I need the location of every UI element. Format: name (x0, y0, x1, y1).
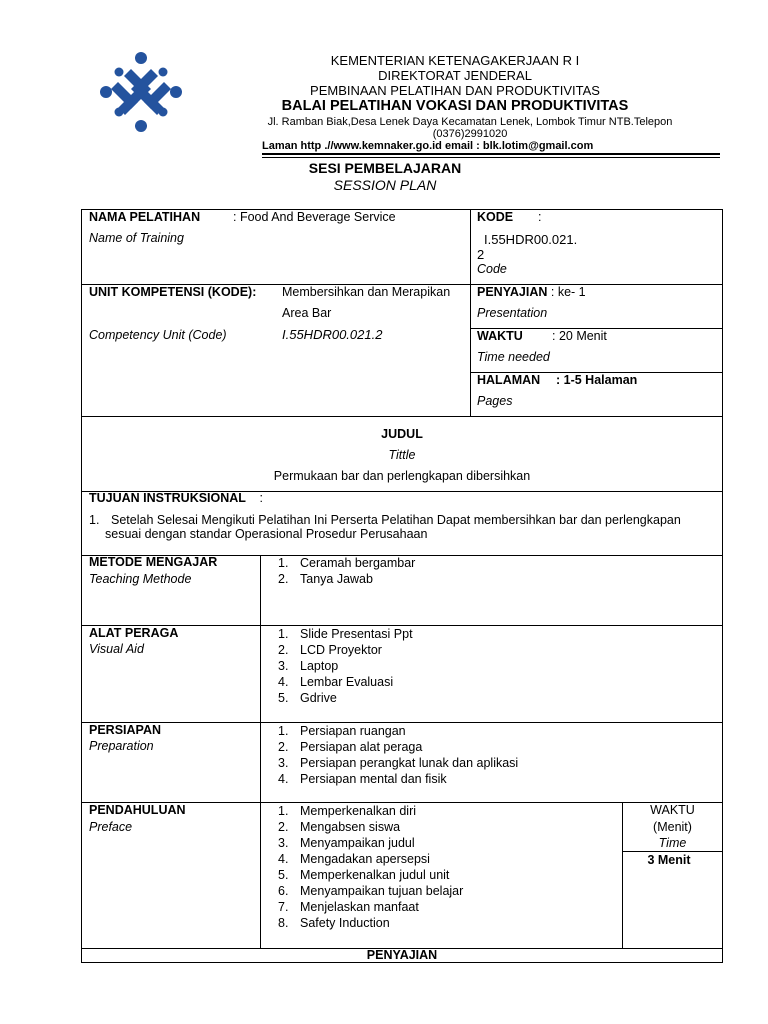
kode-value-cont: 2 (477, 247, 485, 262)
header-ministry: KEMENTERIAN KETENAGAKERJAAN R I (330, 53, 580, 68)
penyajian-field (477, 285, 586, 299)
persiapan-label: PERSIAPAN (89, 723, 162, 737)
list-item: 4. Lembar Evaluasi (278, 675, 394, 689)
unit-value: Membersihkan dan Merapikan (282, 285, 451, 299)
doc-subtitle: SESSION PLAN (333, 177, 437, 193)
alat-label: ALAT PERAGA (89, 626, 179, 640)
pendahuluan-waktu-unit: (Menit) (653, 820, 692, 834)
list-item: 1. Memperkenalkan diri (278, 804, 417, 818)
header-contact: Laman http .//www.kemnaker.go.id email : blk.lotim@gmail.com (262, 140, 594, 152)
judul-label-en: Tittle (388, 448, 416, 462)
list-item: 5. Memperkenalkan judul unit (278, 868, 450, 882)
kode-label-en: Code (477, 262, 507, 276)
header-phone: (0376)2991020 (432, 128, 508, 140)
list-item: 4. Persiapan mental dan fisik (278, 772, 447, 786)
metode-label-en: Teaching Methode (89, 572, 192, 586)
doc-title: SESI PEMBELAJARAN (308, 160, 462, 176)
penyajian-label-en: Presentation (477, 306, 548, 320)
list-item: 1. Persiapan ruangan (278, 724, 406, 738)
list-item: 2. LCD Proyektor (278, 643, 382, 657)
list-item: 5. Gdrive (278, 691, 337, 705)
halaman-label-en: Pages (477, 394, 513, 408)
list-item: 4. Mengadakan apersepsi (278, 852, 430, 866)
waktu-label: WAKTU (477, 329, 523, 343)
halaman-label: HALAMAN (477, 373, 541, 387)
list-item: 2. Persiapan alat peraga (278, 740, 423, 754)
metode-label: METODE MENGAJAR (89, 555, 218, 569)
training-label: NAMA PELATIHAN (89, 210, 201, 224)
list-item: 1. Ceramah bergambar (278, 556, 416, 570)
training-label-en: Name of Training (89, 231, 184, 245)
unit-code: I.55HDR00.021.2 (282, 327, 383, 342)
kode-value: I.55HDR00.021. (484, 232, 578, 247)
persiapan-list (278, 723, 518, 787)
kemnaker-logo (98, 50, 184, 134)
tujuan-text-cont: sesuai dengan standar Operasional Prosedur Perusahaan (105, 527, 428, 541)
header-divider-thin (262, 157, 720, 158)
judul-value: Permukaan bar dan perlengkapan dibersihkan (273, 469, 531, 483)
persiapan-label-en: Preparation (89, 739, 154, 753)
header-address: Jl. Ramban Biak,Desa Lenek Daya Kecamatan Lenek, Lombok Timur NTB.Telepon (267, 116, 673, 128)
judul-label: JUDUL (381, 427, 423, 441)
header-directorate: DIREKTORAT JENDERAL (378, 68, 532, 83)
halaman-value: : 1-5 Halaman (556, 373, 638, 387)
pendahuluan-waktu-en: Time (658, 836, 687, 850)
header-division: PEMBINAAN PELATIHAN DAN PRODUKTIVITAS (310, 83, 600, 98)
training-value: : Food And Beverage Service (233, 210, 396, 224)
list-item: 3. Menyampaikan judul (278, 836, 415, 850)
alat-label-en: Visual Aid (89, 642, 144, 656)
pendahuluan-waktu-value: 3 Menit (647, 853, 691, 867)
kode-colon: : (538, 210, 542, 224)
unit-label-en: Competency Unit (Code) (89, 328, 227, 342)
penyajian-value: : ke- 1 (550, 285, 586, 299)
waktu-label-en: Time needed (477, 350, 550, 364)
unit-label: UNIT KOMPETENSI (KODE): (89, 285, 257, 299)
list-item: 2. Tanya Jawab (278, 572, 373, 586)
tujuan-label: TUJUAN INSTRUKSIONAL (89, 491, 246, 505)
pendahuluan-waktu-label: WAKTU (650, 803, 695, 817)
tujuan-text: Setelah Selesai Mengikuti Pelatihan Ini Perserta Pelatihan Dapat membersihkan bar dan perlengkapan (111, 513, 681, 527)
list-item: 8. Safety Induction (278, 916, 390, 930)
kode-label: KODE (477, 210, 514, 224)
tujuan-field (89, 491, 263, 505)
tujuan-colon: : (259, 491, 263, 505)
metode-list (278, 555, 415, 587)
penyajian-section-title: PENYAJIAN (366, 948, 438, 962)
unit-value-cont: Area Bar (282, 306, 332, 320)
waktu-value: : 20 Menit (552, 329, 607, 343)
list-item: 6. Menyampaikan tujuan belajar (278, 884, 464, 898)
list-item: 7. Menjelaskan manfaat (278, 900, 419, 914)
header-institution: BALAI PELATIHAN VOKASI DAN PRODUKTIVITAS (281, 98, 629, 114)
pendahuluan-label: PENDAHULUAN (89, 803, 186, 817)
list-item: 3. Laptop (278, 659, 339, 673)
alat-list (278, 626, 413, 706)
pendahuluan-label-en: Preface (89, 820, 133, 834)
header-divider (262, 153, 720, 155)
pendahuluan-list (278, 803, 463, 931)
penyajian-label: PENYAJIAN (477, 285, 548, 299)
list-item: 2. Mengabsen siswa (278, 820, 401, 834)
tujuan-number: 1. (89, 513, 100, 527)
list-item: 3. Persiapan perangkat lunak dan aplikasi (278, 756, 519, 770)
list-item: 1. Slide Presentasi Ppt (278, 627, 413, 641)
